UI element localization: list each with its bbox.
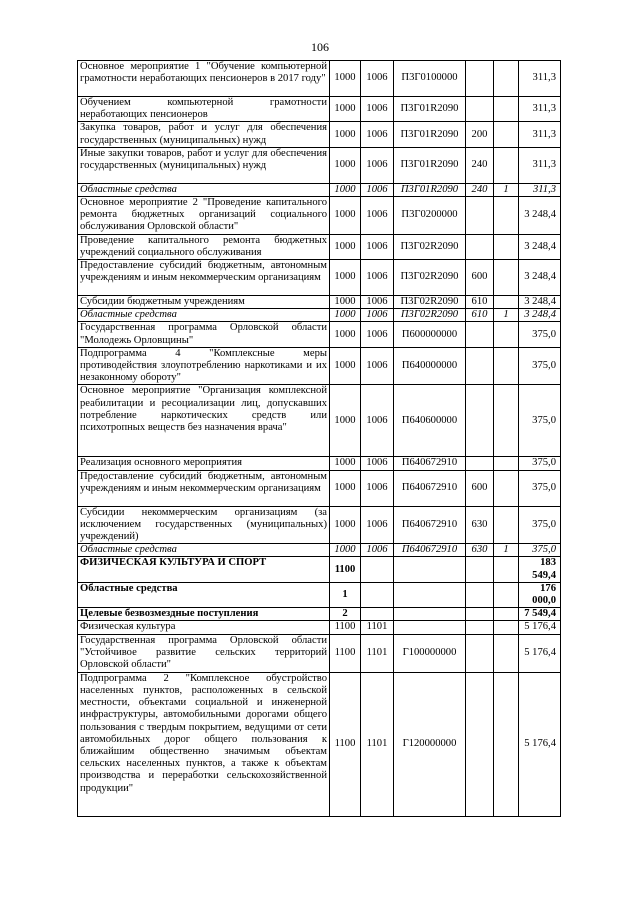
source-code: [494, 557, 519, 582]
target-article-code: П3Г02R2090: [394, 296, 466, 309]
item-name: Субсидии некоммерческим организациям (за исключением государственных (муниципальных) учреждений): [78, 506, 330, 544]
amount: 311,3: [519, 61, 561, 97]
amount: 311,3: [519, 97, 561, 122]
expense-type-code: [466, 557, 494, 582]
table-row: [78, 506, 561, 544]
source-code: [494, 234, 519, 259]
target-article-code: Г120000000: [394, 672, 466, 816]
item-name: Предоставление субсидий бюджетным, автономным учреждениям и иным некоммерческим организациям: [78, 260, 330, 296]
expense-type-code: 630: [466, 506, 494, 544]
item-name: Областные средства: [78, 309, 330, 322]
section-code: 1000: [330, 457, 361, 470]
amount: 375,0: [519, 347, 561, 385]
section-code: 1000: [330, 147, 361, 183]
section-code: 1000: [330, 260, 361, 296]
section-code: 1000: [330, 506, 361, 544]
amount: 3 248,4: [519, 260, 561, 296]
source-code: [494, 347, 519, 385]
table-row: [78, 234, 561, 259]
subsection-code: 1006: [361, 309, 394, 322]
amount: 3 248,4: [519, 309, 561, 322]
section-code: 1000: [330, 470, 361, 506]
source-code: [494, 61, 519, 97]
subsection-code: 1006: [361, 122, 394, 147]
target-article-code: П3Г01R2090: [394, 97, 466, 122]
table-row: [78, 147, 561, 183]
target-article-code: П3Г01R2090: [394, 147, 466, 183]
table-row: [78, 347, 561, 385]
source-code: [494, 582, 519, 607]
target-article-code: П3Г0200000: [394, 197, 466, 235]
table-row: [78, 544, 561, 557]
source-code: [494, 122, 519, 147]
table-row: [78, 260, 561, 296]
source-code: [494, 672, 519, 816]
source-code: 1: [494, 544, 519, 557]
source-code: [494, 608, 519, 621]
expense-type-code: 610: [466, 309, 494, 322]
amount: 311,3: [519, 147, 561, 183]
target-article-code: [394, 608, 466, 621]
item-name: Областные средства: [78, 582, 330, 607]
table-row: [78, 97, 561, 122]
source-code: [494, 296, 519, 309]
subsection-code: [361, 557, 394, 582]
target-article-code: П640672910: [394, 457, 466, 470]
expense-type-code: 240: [466, 183, 494, 196]
item-name: Субсидии бюджетным учреждениям: [78, 296, 330, 309]
target-article-code: П640672910: [394, 506, 466, 544]
amount: 375,0: [519, 322, 561, 347]
subsection-code: 1006: [361, 97, 394, 122]
section-code: 1100: [330, 557, 361, 582]
item-name: Целевые безвозмездные поступления: [78, 608, 330, 621]
subsection-code: 1006: [361, 234, 394, 259]
table-row: [78, 582, 561, 607]
expense-type-code: [466, 61, 494, 97]
subsection-code: [361, 582, 394, 607]
subsection-code: 1006: [361, 506, 394, 544]
item-name: Подпрограмма 4 "Комплексные меры противодействия злоупотреблению наркотиками и их незаконному обороту": [78, 347, 330, 385]
source-code: [494, 385, 519, 457]
table-row: [78, 183, 561, 196]
expense-type-code: 630: [466, 544, 494, 557]
expense-type-code: [466, 634, 494, 672]
amount: 311,3: [519, 122, 561, 147]
item-name: Проведение капитального ремонта бюджетных учреждений социального обслуживания: [78, 234, 330, 259]
subsection-code: 1101: [361, 634, 394, 672]
subsection-code: 1006: [361, 347, 394, 385]
subsection-code: 1006: [361, 322, 394, 347]
item-name: Основное мероприятие 2 "Проведение капитального ремонта бюджетных организаций социального обслуживания Орловской области": [78, 197, 330, 235]
subsection-code: 1006: [361, 385, 394, 457]
source-code: 1: [494, 309, 519, 322]
target-article-code: П600000000: [394, 322, 466, 347]
item-name: Подпрограмма 2 "Комплексное обустройство населенных пунктов, расположенных в сельской местности, объектами социальной и инженерной инфраструктуры, автомобильными дорогами общего пользования с твердым покрытием, ведущими от сети автомобильных дорог общего пользования к ближайшим общественно значимым объектам сельских населенных пунктов, а также к объектам производства и переработки сельскохозяйственной продукции": [78, 672, 330, 816]
table-row: [78, 322, 561, 347]
amount: 3 248,4: [519, 197, 561, 235]
item-name: ФИЗИЧЕСКАЯ КУЛЬТУРА И СПОРТ: [78, 557, 330, 582]
item-name: Основное мероприятие "Организация комплексной реабилитации и ресоциализации лиц, допускавших потребление наркотических средств или психотропных веществ без назначения врача": [78, 385, 330, 457]
source-code: [494, 197, 519, 235]
expense-type-code: [466, 97, 494, 122]
section-code: 1000: [330, 322, 361, 347]
subsection-code: 1006: [361, 544, 394, 557]
table-row: [78, 621, 561, 634]
source-code: [494, 97, 519, 122]
amount: 311,3: [519, 183, 561, 196]
amount: 5 176,4: [519, 672, 561, 816]
expense-type-code: [466, 608, 494, 621]
amount: 3 248,4: [519, 234, 561, 259]
target-article-code: [394, 557, 466, 582]
source-code: [494, 621, 519, 634]
source-code: [494, 260, 519, 296]
table-row: [78, 457, 561, 470]
expense-type-code: [466, 385, 494, 457]
section-code: 1000: [330, 385, 361, 457]
table-row: [78, 557, 561, 582]
budget-table-body: [78, 61, 561, 817]
source-code: 1: [494, 183, 519, 196]
table-row: [78, 470, 561, 506]
target-article-code: [394, 582, 466, 607]
amount: 5 176,4: [519, 634, 561, 672]
expense-type-code: 600: [466, 260, 494, 296]
source-code: [494, 634, 519, 672]
amount: 183 549,4: [519, 557, 561, 582]
amount: 375,0: [519, 457, 561, 470]
budget-table: [77, 60, 561, 817]
target-article-code: П3Г01R2090: [394, 183, 466, 196]
table-row: [78, 672, 561, 816]
target-article-code: П640672910: [394, 544, 466, 557]
section-code: 1000: [330, 296, 361, 309]
table-row: [78, 197, 561, 235]
section-code: 2: [330, 608, 361, 621]
target-article-code: Г100000000: [394, 634, 466, 672]
item-name: Областные средства: [78, 183, 330, 196]
table-row: [78, 309, 561, 322]
section-code: 1000: [330, 97, 361, 122]
section-code: 1000: [330, 122, 361, 147]
item-name: Государственная программа Орловской области "Устойчивое развитие сельских территорий Орловской области": [78, 634, 330, 672]
table-row: [78, 296, 561, 309]
section-code: 1000: [330, 544, 361, 557]
expense-type-code: [466, 457, 494, 470]
item-name: Основное мероприятие 1 "Обучение компьютерной грамотности неработающих пенсионеров в 2017 году": [78, 61, 330, 97]
page-number: 106: [311, 40, 329, 54]
section-code: 1: [330, 582, 361, 607]
target-article-code: П640600000: [394, 385, 466, 457]
source-code: [494, 470, 519, 506]
source-code: [494, 457, 519, 470]
table-row: [78, 634, 561, 672]
target-article-code: П3Г02R2090: [394, 234, 466, 259]
amount: 7 549,4: [519, 608, 561, 621]
item-name: Закупка товаров, работ и услуг для обеспечения государственных (муниципальных) нужд: [78, 122, 330, 147]
target-article-code: П3Г02R2090: [394, 260, 466, 296]
subsection-code: 1006: [361, 147, 394, 183]
item-name: Предоставление субсидий бюджетным, автономным учреждениям и иным некоммерческим организациям: [78, 470, 330, 506]
expense-type-code: 610: [466, 296, 494, 309]
source-code: [494, 147, 519, 183]
section-code: 1000: [330, 183, 361, 196]
expense-type-code: [466, 582, 494, 607]
subsection-code: 1006: [361, 296, 394, 309]
source-code: [494, 322, 519, 347]
section-code: 1000: [330, 61, 361, 97]
amount: 375,0: [519, 385, 561, 457]
item-name: Реализация основного мероприятия: [78, 457, 330, 470]
item-name: Физическая культура: [78, 621, 330, 634]
item-name: Обучением компьютерной грамотности неработающих пенсионеров: [78, 97, 330, 122]
subsection-code: 1006: [361, 197, 394, 235]
subsection-code: 1101: [361, 621, 394, 634]
expense-type-code: [466, 197, 494, 235]
section-code: 1000: [330, 309, 361, 322]
section-code: 1000: [330, 347, 361, 385]
section-code: 1000: [330, 197, 361, 235]
expense-type-code: [466, 347, 494, 385]
subsection-code: [361, 608, 394, 621]
target-article-code: П3Г0100000: [394, 61, 466, 97]
expense-type-code: [466, 621, 494, 634]
target-article-code: П3Г01R2090: [394, 122, 466, 147]
section-code: 1100: [330, 672, 361, 816]
expense-type-code: 200: [466, 122, 494, 147]
table-row: [78, 122, 561, 147]
table-row: [78, 61, 561, 97]
amount: 3 248,4: [519, 296, 561, 309]
subsection-code: 1006: [361, 470, 394, 506]
subsection-code: 1006: [361, 61, 394, 97]
item-name: Областные средства: [78, 544, 330, 557]
section-code: 1000: [330, 234, 361, 259]
subsection-code: 1006: [361, 457, 394, 470]
subsection-code: 1006: [361, 183, 394, 196]
expense-type-code: 240: [466, 147, 494, 183]
expense-type-code: [466, 672, 494, 816]
table-row: [78, 385, 561, 457]
section-code: 1100: [330, 621, 361, 634]
amount: 375,0: [519, 506, 561, 544]
table-row: [78, 608, 561, 621]
amount: 5 176,4: [519, 621, 561, 634]
target-article-code: П3Г02R2090: [394, 309, 466, 322]
section-code: 1100: [330, 634, 361, 672]
target-article-code: [394, 621, 466, 634]
item-name: Иные закупки товаров, работ и услуг для обеспечения государственных (муниципальных) нужд: [78, 147, 330, 183]
amount: 375,0: [519, 470, 561, 506]
item-name: Государственная программа Орловской области "Молодежь Орловщины": [78, 322, 330, 347]
source-code: [494, 506, 519, 544]
subsection-code: 1101: [361, 672, 394, 816]
amount: 375,0: [519, 544, 561, 557]
expense-type-code: [466, 322, 494, 347]
target-article-code: П640000000: [394, 347, 466, 385]
subsection-code: 1006: [361, 260, 394, 296]
expense-type-code: [466, 234, 494, 259]
amount: 176 000,0: [519, 582, 561, 607]
expense-type-code: 600: [466, 470, 494, 506]
target-article-code: П640672910: [394, 470, 466, 506]
